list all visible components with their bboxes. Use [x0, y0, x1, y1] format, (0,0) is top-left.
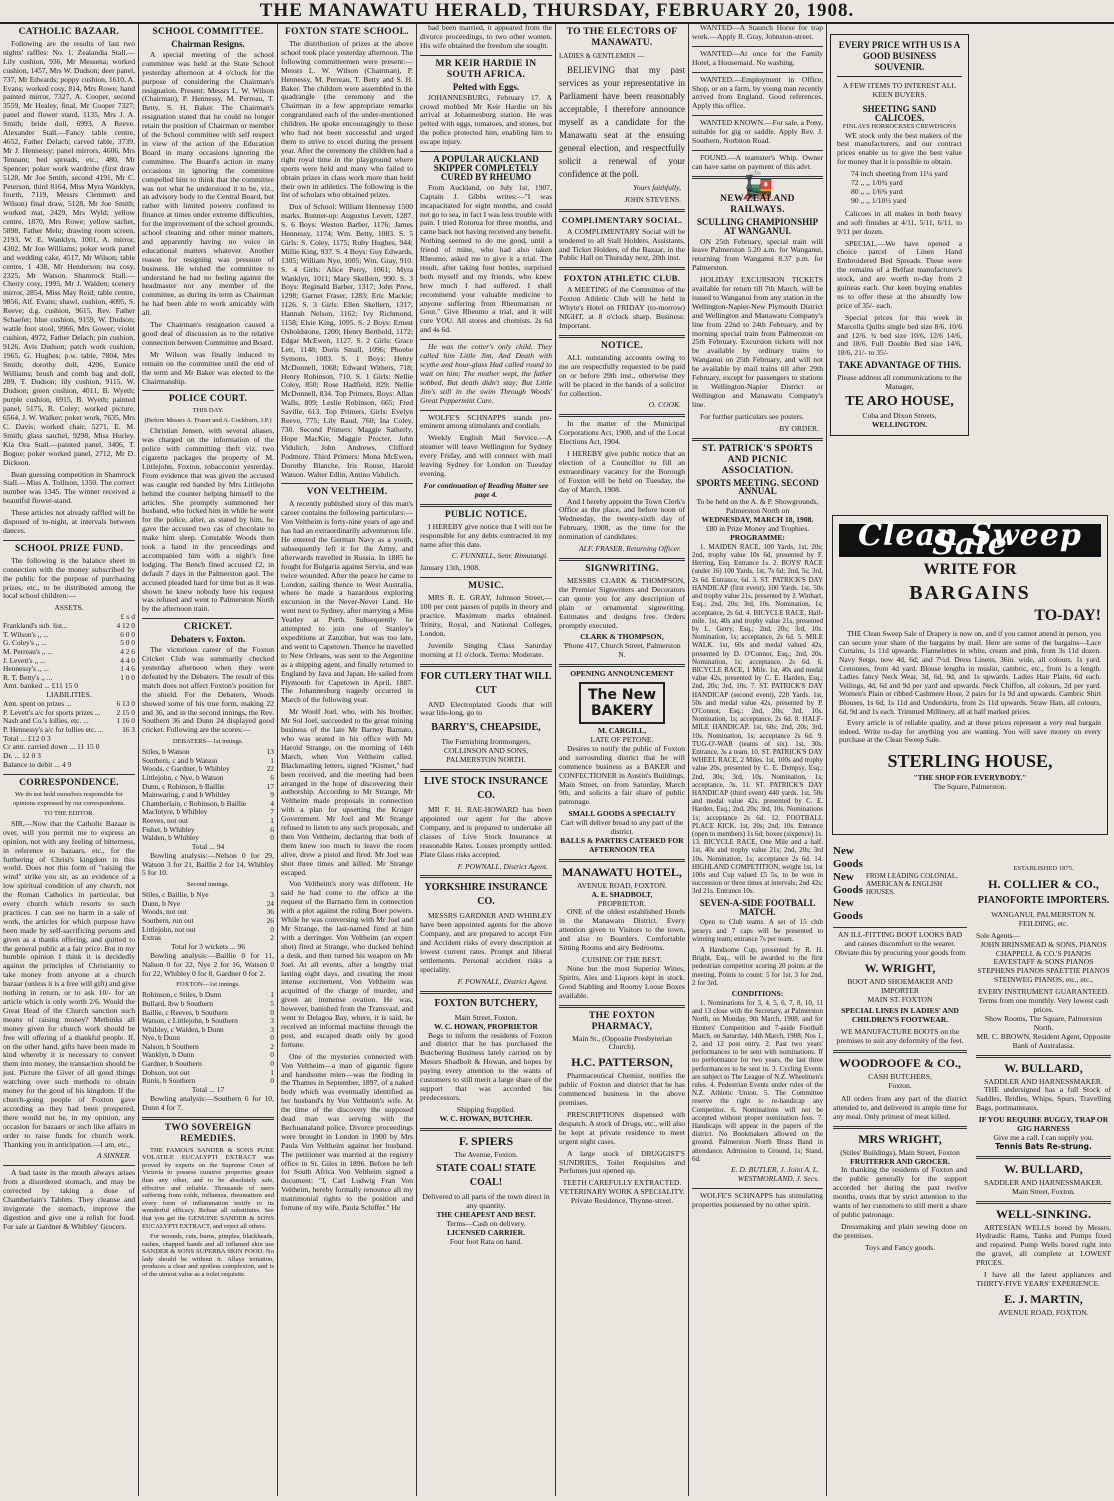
- barrys-name: BARRY'S, CHEAPSIDE,: [431, 722, 541, 734]
- table-row: T. Wilson's ,, ... 6 0 0: [3, 629, 135, 639]
- address: Main Street, Foxton.: [1012, 1186, 1075, 1196]
- masthead: THE MANAWATU HERALD, THURSDAY, FEBRUARY 20, 1908.: [0, 0, 1114, 24]
- ad-text: Give me a call. I can supply you.: [993, 1132, 1094, 1142]
- ad-subheadline: BOOT AND SHOEMAKER AND IMPORTER: [847, 976, 953, 995]
- sweep-sale-ad: [832, 515, 1108, 835]
- article-text: Weekly English Mail Service.—A steamer will leave Wellington for Sydney every Friday, and will connect with mail leaving Sydney for London on Tuesday evening.: [420, 433, 552, 478]
- ad-headline: TO-DAY!: [1034, 607, 1101, 625]
- ad-text: LICENSED CARRIER.: [446, 1228, 526, 1238]
- piano-brand: JOHN BRINSMEAD & SONS, PIANOS: [980, 939, 1107, 949]
- table-row: Dobson, not out 1: [142, 1067, 274, 1077]
- ad-text: A COMPLIMENTARY Social will be tendered to all Stall Holders, Assistants, and Ticket Holders, of the Bazaar, in the Public Hall on Thursday next, 20th inst.: [559, 226, 685, 263]
- ad-signature: F. POWNALL, District Agent.: [457, 976, 548, 986]
- table-row: Wanklyn, b Dunn 0: [142, 1050, 274, 1060]
- ad-text: From Auckland, on July 1st, 1907, Captain J. Gibbs writes:—"I was incapacitated for eight months, and could not go to sea, in fact I was less trouble with pain. I tried Rotorua for three months, and came back not having received any benefit. Nothing seemed to do me good, until a friend of mine, who had also taken Rheumo, asked me to give it a trial. The result, after taking four bottles, surprised both myself and my friends, who knew how much I had suffered. I shall recommend your valuable medicine to anyone suffering from Rheumatism or Gout." Give Rheumo a trial, and it will cure YOU. All stores and chemists. 2s 6d and 4s 6d.: [420, 182, 552, 335]
- table-row: Chamberlain, c Robinson, b Baillie 4: [142, 798, 274, 808]
- ad-text: ON 25th February, special train will leave Palmerston 5.20 a.m. for Wanganui, returning from Wanganui 8.37 p.m. for Palmerston.: [692, 236, 823, 273]
- ad-text: Private Residence, Thynne-street.: [570, 1196, 674, 1206]
- ad-subheadline: CASH BUTCHERS,: [868, 1072, 932, 1082]
- state-school-heading: FOXTON STATE SCHOOL.: [285, 27, 409, 37]
- ad-text: IF YOU REQUIRE BUGGY, TRAP OR GIG HARNESS: [978, 1115, 1109, 1134]
- total-line: Total ... £12 0 3: [3, 733, 51, 743]
- hardie-heading: MR KEIR HARDIE IN SOUTH AFRICA.: [435, 58, 537, 80]
- ad-text: To be held on the A. & P. Showgrounds, Palmerston North on: [696, 497, 819, 516]
- ad-text: WOLFE'S SCHNAPPS stands pre-eminent among stimulants and cordials.: [420, 412, 552, 431]
- liabilities-table: [3, 700, 135, 734]
- social-heading: COMPLIMENTARY SOCIAL.: [561, 214, 683, 225]
- article-text: A recently published story of this man's career contains the following particulars:—Von Veltheim is forty-nine years of age and has had an extraordinarily adventurous life. He entered the German Navy as a youth, subsequently left it for the Army, and afterwards travelled in Russia. In 1885 he fought for Bulgaria against Servia, and was twice wounded. After the peace he came to London, sailing thence to West Australia, where he made a hazardous exploring excursion in the Never-Never Land. He went next to Sydney, after marrying a Miss Yeatley at Perth. Subsequently he attempted to join one of Stanley's expeditions at Zanzibar, but was too late, and went to Capetown. Thence he travelled to New Orleans, was sent to the Argentine as a shipping agent, and finally returned to England by Java and Japan. He sailed from Plymouth for Capetown in April, 1887. The Johannesburg tragedy occurred in March of the following year.: [281, 499, 414, 705]
- classified-ad: WANTED.—Employment in Office, Shop, or on a farm, by young man recently arrived from England. Good references. Apply this office.: [692, 74, 823, 111]
- ad-signature: CLARK & THOMPSON,: [580, 632, 664, 642]
- programme-label: PROGRAMME:: [730, 532, 785, 542]
- classified-ad: WANTED—A Staunch Horse for trap work.—Apply R. Gray, Johnston-street.: [692, 24, 823, 41]
- subheading: Debaters v. Foxton.: [170, 634, 246, 645]
- ad-text: Terms—Cash on delivery.: [446, 1219, 526, 1229]
- scores-table: [142, 991, 274, 1086]
- subheading: Pelted with Eggs.: [452, 81, 520, 92]
- piano-brand: STEINWEG PIANOS, etc., etc.,: [993, 975, 1094, 985]
- table-row: Fisher, b Whibley 6: [142, 824, 274, 834]
- ad-signature: F. POWNALL, District Agent.: [457, 861, 548, 871]
- piano-brand: CHAPPELL & CO.'S PIANOS EAVESTAFF & SONS PIANOS: [993, 948, 1094, 967]
- public-notice-heading: PUBLIC NOTICE.: [444, 509, 528, 520]
- collier-sub: PIANOFORTE IMPORTERS.: [977, 894, 1110, 906]
- opening-heading: OPENING ANNOUNCEMENT: [570, 669, 674, 679]
- price-list: 74 inch sheeting from 11¼ yard 72 ,, ,, 1/0¾ yard 80 ,, ,, 1/6¾ yard 90 ,, ,, 1/10½ yard: [851, 169, 948, 205]
- ad-text: MESSRS GARDNER AND WHIBLEY have been appointed agents for the above Company, and are prepared to accept Fire and Accident risks of every description at lowest current rates. Prompt and liberal settlements. Personal accident risks a speciality.: [420, 911, 552, 974]
- ad-text: Begs to inform the residents of Foxton and district that he has purchased the Butchering Business lately carried on by Messrs Shadbolt & Howan, and hopes by paying every attention to the wants of customers to still merit a large share of the support that was accorded his predecessors.: [420, 1030, 552, 1102]
- brand-list: FINLAYS HORROCKSES CREWDSONS: [842, 122, 957, 130]
- table-row: Whibley, c Walden, b Dunn 3: [142, 1024, 274, 1034]
- table-row: Robinson, c Stiles, b Dunn 1: [142, 990, 274, 1000]
- table-row: Gardner, b Southern 0: [142, 1059, 274, 1069]
- column-4: [417, 24, 555, 1496]
- ad-text: THE undersigned has a full Stock of Saddles, Bridles, Whips, Spurs, Travelling Bags, portmanteaux.: [976, 1085, 1111, 1113]
- amount-banked: Amt. banked ... £11 15 0: [3, 681, 79, 691]
- ad-text: SPECIAL.—We have opened a choice parcel of Linen Hand Embroidered Bed Spreads. These were the remains of a Belfast manufacturer's stock, and are worth to-day from 2 guineas each. Our keen buying enables us to offer these at the absurdly low price of 35/- each.: [837, 238, 962, 310]
- ad-text: Desires to notify the public of Foxton and surrounding district that he will commence business as a BAKER and CONFECTIONER in Austin's Buildings, Main Street, on from Saturday, March 9th, and solicits a fair share of public patronage.: [559, 743, 685, 807]
- ad-text: WE stock only the best makers of the best manufacturers, and our contract prices enable us to give the best value for money that it is possible to obtain.: [837, 130, 962, 167]
- address: Main St., (Opposite Presbyterian Church).: [572, 1033, 672, 1052]
- table-row: Frankland's sub. list... 4 12 0: [3, 621, 135, 631]
- te-aro-name: TE ARO HOUSE,: [845, 394, 954, 409]
- von-veltheim-heading: VON VELTHEIM.: [306, 487, 388, 498]
- ad-text: THE CHEAPEST AND BEST.: [436, 1210, 536, 1220]
- ad-text: Toys and Fancy goods.: [865, 1242, 935, 1252]
- table-row: Hennessy's ,, ... 1 4 6: [3, 664, 135, 674]
- new-goods-label: New Goods New Goods New Goods: [833, 845, 863, 922]
- scores-table: [142, 891, 274, 943]
- ad-text: And I hereby appoint the Town Clerk's Office as the place, and before noon of Wednesday, the twenty-sixth day of February, 1908, as the time for the nomination of candidates.: [559, 496, 685, 542]
- event-date: WEDNESDAY, MARCH 18, 1908.: [701, 515, 814, 525]
- ad-text: HOLIDAY EXCURSION TICKETS available for return till 7th March, will be issued to Wanganui from any station in the Wellington-Napier-New Plymouth District and Wellington and Manawatu Company's line from 22nd to 24th February, and by morning special train from Palmerston on 25th February. Excursion tickets will not be available by ordinary trains to Wanganui on 25th February, and will not be available by mail trains till after 29th February, except for passengers to stations in Wellington-Napier District or Wellington and Manawatu Company's line.: [692, 275, 823, 409]
- hotel-heading: MANAWATU HOTEL,: [562, 864, 682, 879]
- ad-text: Open to Club teams. A set of 15 club jerseys and 7 caps will be presented to winning team; entrance 7s per team.: [692, 918, 823, 943]
- ad-text: AND Electroplated Goods that will wear life-long, go to: [420, 699, 552, 718]
- article-text: Mr Woolf Joel, who, with his brother, Mr Sol Joel, succeeded to the great mining business of the late Mr Barney Barnato, who was seated in his office with Mr Harold Strange, on the morning of 14th March, when Von Veltheim called. Blackmailing letters, signed "Kismet," had been received, and the meeting had been arranged in the hope of discovering their authorship. According to Mr Strange, Mr Veltheim made proposals in connection with a plan for upsetting the Kruger Government. Mr Joel and Mr Strange refused to listen to any such proposals, and then Von Veltheim, declaring that both of them knew too much to leave the room alive, drew a pistol and fired. Mr Joel was shot three times and killed. Mr Strange escaped.: [281, 707, 413, 877]
- ad-text: Show Rooms, The Square, Palmerston North.: [984, 1013, 1103, 1032]
- letter-text: SIR,—Now that the Catholic Bazaar is over, will you permit me to express an opinion, not with any feeling of bitterness, in reference to bazaars, etc., for the furthering of Christ's kingdom in this world. Does not this form of "raising the wind" strike you sir, as an evidence of a low spiritual condition of any church, not the Roman Catholics in particular, but every church which resorts to such practices. I can see no harm in a sale of work, the articles for which purpose have been made by self-sacrificing persons and given as a thanks offering, and quitted to the general public at a fair price. But in my humble opinion I think it is decidedly against the principles of Christianity to take money from anyone at a church bazaar (unless it is a free will gift) and give nothing in return, or to ask 10/- for an article which is only worth 2/6. Would the Great Head of the Church sanction such means of raising money? Methinks all money given for church work should be free will offering of a thankful people. If, on the other hand, gifts have been made in kind whereby it is necessary to convert them into money, the transaction should be just. Picture the Giver of all good things watching over such methods to obtain money for the good of his kingdom. If the church-going people of Foxton gave according as they had been prospered, there would not be, in my opinion, any occasion for bazaars or such like affairs in order to raise funds for church work. Thanking you in anticipation.—I am, etc.,: [3, 818, 135, 1149]
- ad-heading: SHEETING SAND CALICOES.: [862, 103, 937, 123]
- article-text: The following is the balance sheet in connection with the money subscribed by the public for the purpose of purchasing prizes, etc., to be distributed among the local school children:—: [3, 555, 135, 601]
- table-row: Bullard, lbw b Southern 5: [142, 998, 274, 1008]
- table-row: Baillie, c Reeves, b Southern 0: [142, 1007, 274, 1017]
- address: MAIN ST. FOXTON: [867, 994, 933, 1004]
- table-row: Southern, c and b Watson 1: [142, 755, 274, 765]
- ad-text: EVERY INSTRUMENT GUARANTEED.: [978, 987, 1109, 997]
- subheading: SEVEN-A-SIDE FOOTBALL MATCH.: [699, 897, 816, 917]
- ad-signature: O. COOK.: [648, 400, 681, 410]
- ad-name: H.C. PATTERSON,: [571, 1055, 673, 1070]
- article-text: The distribution of prizes at the above school took place yesterday afternoon. The following committeemen were present:—Messrs L. W. Wilson (Chairman), P. Hennessy, M. Perreau, T. Betty and S. H. Baker. The children were assembled in the quadrangle (the ceremony and the Chairman in a few appropriate remarks congratulated each of the under-mentioned children. He spoke encouragingly to those who had not been successful and urged them to strive to excel during the present year. After the ceremony the children had a right royal time in the playground where sports were held and many who failed to obtain prizes in class work more than held their own in athletics. The following is the list of scholars who obtained prizes.: [281, 39, 413, 200]
- ad-text: £80 in Prize Money and Trophies.: [705, 524, 810, 534]
- subheading: SPORTS MEETING. SECOND ANNUAL: [696, 477, 819, 497]
- cricket-heading: CRICKET.: [183, 622, 233, 633]
- bowling-analysis: Bowling analysis:—Nelson 0 for 29, Watson 3 for 21, Baillie 2 for 14, Whibley 5 for 10.: [142, 850, 274, 878]
- ad-subheadline: SADDLER AND HARNESSMAKER.: [984, 1076, 1103, 1086]
- poem: He was the cotter's only child, They called him Little Jim, And Death with scythe and hour-glass Had called round to wait on him; The mother wept, the father sobbed, But death didn't stay; But Little Jim's still in the swim Through Woods' Great Peppermint Cure.: [420, 342, 552, 405]
- table-row: Nye, b Dunn 0: [142, 1033, 274, 1043]
- table-row: MacIntyre, b Whibley 7: [142, 807, 274, 817]
- martin-name: E. J. MARTIN,: [1004, 1291, 1083, 1306]
- table-row: M. Perreau's ,, ... 4 2 6: [3, 646, 135, 656]
- notice-text: I HEREBY give notice that I will not be responsible for any debts contracted in my name after this date.: [420, 521, 552, 549]
- ad-headline: WRITE FOR: [923, 561, 1017, 579]
- debit-line: Dr. ... 12 0 3: [3, 751, 41, 761]
- ad-text: A large stock of DRUGGIST'S SUNDRIES, Toilet Requisites and Perfumes just opened up.: [559, 1148, 685, 1176]
- ad-text: Juvenile Singing Class Saturday morning at 11 o'clock. Terms: Moderate.: [420, 640, 552, 659]
- to-editor: TO THE EDITOR.: [43, 809, 95, 817]
- proprietor-label: PROPRIETOR.: [597, 898, 647, 908]
- continuation-note: For continuation of Reading Matter see page 4.: [423, 480, 549, 499]
- ad-text: Four foot Rata on hand.: [449, 1237, 523, 1246]
- ad-headline: EVERY PRICE WITH US IS A GOOD BUSINESS SOUVENIR.: [837, 40, 962, 77]
- ad-subheadline: A FEW ITEMS TO INTEREST ALL KEEN BUYERS.: [842, 81, 957, 99]
- sterling-name: STERLING HOUSE,: [887, 750, 1053, 771]
- livestock-heading: LIVE STOCK INSURANCE CO.: [424, 776, 548, 802]
- dateline: THIS DAY.: [192, 407, 224, 415]
- electors-heading: TO THE ELECTORS OF MANAWATU.: [566, 27, 678, 48]
- ad-text: Tennis Bats Re-strung.: [995, 1141, 1092, 1151]
- patrick-heading: ST. PATRICK'S SPORTS AND PICNIC ASSOCIATION.: [702, 443, 813, 476]
- table-row: Runis, b Southern 0: [142, 1076, 274, 1086]
- ad-subheadline: "THE SHOP FOR EVERYBODY.": [913, 772, 1027, 782]
- collier-name: H. COLLIER & CO.,: [988, 876, 1099, 891]
- ad-signature: ALF. FRASER, Returning Officer.: [579, 544, 681, 554]
- ad-text: Cart will deliver bread to any part of the district.: [560, 818, 684, 837]
- wright-name: W. WRIGHT,: [864, 960, 936, 975]
- scores-table: [142, 748, 274, 843]
- notice-date: January 13th, 1908.: [420, 563, 480, 573]
- table-row: Mainwaring, c and b Whibley 9: [142, 790, 274, 800]
- ad-text: THE Clean Sweep Sale of Drapery is now on, and if you cannot attend in person, you can secure your share of the bargains by mail. Here are some of the bargains—Lace Curtains, 1s 11d upwards. Flannelettes in white, cream and pink, from 3s 11d dozen. Navy Serge, now 4d, 6d, and 7½d. Dress Linens, 36in. wide, all colours. 1s yard. Cretonnes, from 4d yard. Blouse lengths in muslin, cambric, etc., from 1s a length. Ladies fancy Neck Wear, 3d, 6d, 9d, and 1s upwards. Ladies Hair Plaits, 6d each. Veilings, 4d, 6d and 9d per yard and upwards. Neck Chiffon, all colours, 2d per yard. Women's Plain or ribbed Cashmere Hose, 2 pairs for 1s 9d and upwards. Cambric Shirt Blouses, 1s 6d, 1s 11d and Underskirts, from 2s 11d upwards. Straw Hats, all colours, 6d, 9d and 1s each. Trimmed Millinery, all at half marked prices.: [839, 629, 1101, 716]
- total-line: Total for 3 wickets ... 96: [170, 941, 246, 951]
- ad-signature: JOHN STEVENS.: [624, 194, 681, 204]
- column-7-lower: [830, 845, 970, 1495]
- article-text: Following are the results of last two nights' raffles: No. 1. Zealandia Stall.—Lily cushion, 936, Mr Messena; worked cushion, 1457, Mrs W. Dudson; deer panel, 737, Mr Edwards; poppy cushion, 1610, A. Evans; worked cosy, 814, Mrs Rowe; hand painted mirror, 7327, A. Cooper, second 3559, Mr Healey, final, Mr Cooper 7327; panel and flower stand, 1135, Mrs J. A. Smith; bride doll, 6993, A Reeve. Alexander Stall.—Fancy table centre, 4652, Father Delach; carved table, 3739, Mr J. Hennessy; panel mirrors, 4606, Mrs Tennant; bed spreads, etc., 480, Mr Spencer; poker work wardrobe (first draw 5128, Mr Joe Smith, second 4191, Mr C. Peterson, third 8164, Miss Myra Wanklyn, fourth, 7119, Messrs Clemmett and Wilson) final draw, 5128, Mr Joe Smith; worked mat, 2429, Mrs Wyld; yellow centre, 1870, Mrs Rowe; yellow sachet, 5898, Father Melu; drawing room screen, 2193, W. E. Wanklyn, 1001, A. mirror, 4302, Mr Joe Williams; poker work panel and wedding cake, 4517, Mr Wilson; table centre, 1 438, Mr Henderson; tea cosy, 2325, Mr Watson. Shamrock Stall.—Cherry cosy, 1995, Mr J. Walden; scenery mirror, 2854, Miss May Reid; table centre, 9856, Alf. Evans; shawl, cushion, 4095, S. Reeve; d.g. cushion, 9615, Rev. Father Schaefer; blue cushion, 9159, W. Dudson; wattle foot stool, 9966, Mrs Gower; violet cushion, 4972, Father Delach; pin cushion, 9126, Avis Dudson; patch work cushion, 1965, G. Hughes; p.w. table, 7804, Mrs Smith; dorothy doll, 4206, Eunice Williams; brush and comb bag and doll, 289, T. Dudson; lily cushion, 9115, W. Dudson; green cushion, 4011, B. Wyeth; purple cushion, 6915, B. Wyeth; painted panel, 5175, R. Coley; worked picture, 6564, J. W. Walker; poker work, 7635, Mrs C. Davis; worked chair, 5271, E. M. Smith; glass satchel, 9298, Miss Hurley. Kia Ora Stall.—painted panel, 3406, T. Bogue; poker worked panel, 2712, Mr D. Dickson.: [3, 39, 135, 467]
- classified-ad: WANTED—At once for the Family Hotel, a Housemaid. No washing.: [692, 48, 823, 67]
- proprietor: A. E. SHADBOLT,: [591, 889, 653, 899]
- address: Cuba and Dixon Streets,: [862, 411, 937, 420]
- table-row: Reeves, not out 1: [142, 815, 274, 825]
- article-text: These articles not already raffled will be disposed of to-night, at intervals between dances.: [3, 508, 135, 535]
- ad-text: MR F. H. RAE-HOWARD has been appointed our agent for the above Company, and is prepared to undertake all classes of Live Stock Insurance at reasonable Rates. Losses promptly settled. Plate Glass risks accepted.: [420, 805, 552, 859]
- ad-text: Pharmaceutical Chemist, notifies the public of Foxton and district that he has commenced business in the above premises.: [559, 1071, 685, 1108]
- rheumo-heading: A POPULAR AUCKLAND SKIPPER COMPLETELY CURED BY RHEUMO: [433, 154, 539, 182]
- address: Foxton.: [888, 1080, 912, 1090]
- table-row: G. Coley's ,, ... 5 0 0: [3, 638, 135, 648]
- innings-label: FOXTON—1st innings.: [176, 981, 240, 989]
- article-text: A bad taste in the mouth always arises from a disordered stomach, and may be corrected by taking a dose of Chamberlain's Tablets. They cleanse and invigorate the stomach, improve the digestion and give one a relish for food. For sale at Gardner & Whibley' Grocers.: [3, 1168, 135, 1231]
- ad-text: ONE of the oldest established Hotels in the Manawatu District. Every attention given to Visitors to the town, and also to Boarders. Comfortable Sitting Rooms and airy Bedrooms.: [559, 907, 685, 953]
- well-sinking-heading: WELL-SINKING.: [995, 1206, 1092, 1221]
- ad-text: BALLS & PARTIES CATERED FOR: [560, 835, 684, 845]
- table-row: P. Hennessy's a/c for lollies etc. ... 16 3: [3, 724, 135, 734]
- ad-subheadline: FRUITERER AND GROCER.: [850, 1156, 950, 1166]
- address: WELLINGTON.: [871, 419, 928, 429]
- disclaimer: We do not hold ourselves responsible for opinions expressed by our correspondents.: [12, 791, 126, 808]
- ad-signature: W. C. HOWAN, BUTCHER.: [439, 1113, 533, 1123]
- article-text: A special meeting of the school committee was held at the State School yesterday afternoon at 4 o'clock for the purpose of considering the Chairman's resignation. Present: Messrs L. W. Wilson (Chairman), P. Hennessy, M. Perreau, T. Betty, S. H. Baker. The Chairman's resignation stated that he could no longer retain the position of Chairman or member of the School committee with self respect in view of the action of the Education Board in many occasions ignoring the committee. The Board's action in many occasions in ignoring the committee compelled him to think that the committee was not what he understood it to be, viz., an advisory body to the Central Board, but rather with limited powers confined to finance at times under extreme difficulties, for the improvement of the school grounds, school cleaning and other minor matters, and apparently having no voice in educational matters whatever. Another reason for resigning was pressure of business. He wished the committee to understand he had no feeling against the headmaster nor any member of the committee, as during its term as Chairman he had been able to work amicably with all.: [142, 49, 274, 318]
- address: (Stiles' Buildings), Main Street, Foxton: [840, 1147, 960, 1157]
- bakery-logo: The New BAKERY: [579, 682, 665, 724]
- table-row: Stiles, c Baillie, b Nye 3: [142, 890, 274, 900]
- address: 'Phone 417, Church Street, Palmerston N.: [563, 641, 681, 660]
- innings-label: Second innings.: [186, 881, 230, 889]
- ad-text: None but the most Superior Wines, Spirits, Ales and Liquors kept in stock. Good Stabling and Roomy Loose Boxes available.: [559, 963, 685, 1000]
- ad-text: LATE OF PETONE.: [590, 734, 654, 744]
- proprietor: W. C. HOWAN, PROPRIETOR: [434, 1021, 538, 1031]
- ad-text: In thanking the residents of Foxton and the public generally for the support accorded her during the past twelve months, trusts that by strict attention to the wants of her customers to still merit a share of public patronage.: [833, 1165, 967, 1219]
- greeting: LADIES & GENTLEMEN —: [559, 52, 645, 60]
- ad-text: SPECIAL LINES IN LADIES' AND CHILDREN'S FOOTWEAR.: [841, 1006, 959, 1025]
- lsd-header: £ s d: [120, 612, 135, 622]
- column-5: [556, 24, 688, 1496]
- ad-text: TEETH CAREFULLY EXTRACTED.: [562, 1178, 682, 1188]
- woodroofe-name: WOODROOFE & CO.,: [839, 1056, 961, 1071]
- ad-text: MESSRS CLARK & THOMPSON, the Premier Signwriters and Decorators can quote you for any description of plain or ornamental signwriting. Estimates and designs free. Orders promptly executed.: [559, 576, 685, 630]
- pharmacy-heading: THE FOXTON PHARMACY,: [589, 1010, 655, 1032]
- conditions-label: CONDITIONS:: [731, 989, 784, 999]
- letter-signature: A SINNER.: [96, 1151, 131, 1161]
- table-row: R. T. Betty's ,, ... 1 0 0: [3, 672, 135, 682]
- prize-list: Dux of School: William Hennessy 1500 marks. Runner-up: Augustus Levett, 1287. S. 6 Boys: Weston Barber, 1176; James Hennessy, 1174; Wm. Betty, 1083. S. 5 Girls: S. Coley, 1175; Ruby Hughes, 944; Millie King, 937. S. 4 Boys: Guy Edwards, 1305; William Nye, 1005; Wm. Gray, 910. S. 4 Girls: Alice Perry, 1061; Myra Wanklyn, 1011; Mary Skellern, 990. S. 3 Boys: Reginald Barber, 1317; John Prew, 1298; Garnet Fraser, 1283; Eric Mackie; 1126. S. 3 Girls: Ellen Skellern, 1317; Hannah Nelson, 1162; Ivy Richmond, 1158; Elsie King, 1095. S. 2 Boys: Ernest Osboldstone, 1200; Henry Berthold, 1172; Edgar McEwen, 1127. S. 2 Girls: Grace Lett, 1148; Doris Small, 1096; Phoebe Symons, 1083. S. 1 Boys: Henry McDonnell, 1068; Edward Withers, 718; Henry Robinson, 710. S. 1 Girls: Nellie Coley, 850; Rose Hadfield, 829; Nellie McDonnell, 834. Top Primers, Boys: Allan Walls, 809; Leslie Robinson, 665; Fred Saville, 613. Top Primers, Girls: Evelyn Reeve, 775; Lily Raud, 760; Ina Coley, 730. Second Primers: Maggie Satherly, Hope MacKie, Maggie Procter, John Vidulich, John Andrews, Clifford Podmore. Third Primers: Mona McEwen, Dorothy Blanche, Iris Rouse, Harold Watson. Walter Edlin, Antino Vidulich.: [281, 202, 413, 479]
- ad-signature: E. D. BUTLER, J. Joint A. L. WESTMORLAND, J. Secs.: [730, 1165, 819, 1183]
- ad-text: Yours faithfully,: [633, 182, 681, 192]
- ad-headline: BARGAINS: [909, 582, 1031, 605]
- table-row: J. Levett's ,, ... 4 4 0: [3, 655, 135, 665]
- cutlery-heading: FOR CUTLERY THAT WILL CUT: [420, 670, 552, 696]
- bullard-name: W. BULLARD,: [1004, 1161, 1083, 1176]
- remedies-heading: TWO SOVEREIGN REMEDIES.: [164, 1122, 252, 1144]
- ad-text: ARTESIAN WELLS bored by Messrs. Hydraulic Rams, Tanks and Pumps fixed and repaired. Pump Wells bored right into the gravel, all complete at LOWEST PRICES.: [976, 1222, 1111, 1268]
- ad-text: VETERINARY WORK A SPECIALITY.: [559, 1187, 685, 1197]
- butchery-heading: FOXTON BUTCHERY,: [434, 997, 538, 1009]
- ad-text: All orders from any part of the district attended to, and delivered in ample time for any meal. Only primest of meat killed.: [833, 1093, 967, 1121]
- ad-text: SMALL GOODS A SPECIALTY: [568, 809, 676, 819]
- notice-signature: C. FUNNELL, Senr. Rimutangi.: [451, 551, 548, 561]
- ad-text: AFTERNOON TEA: [589, 844, 655, 854]
- ad-text: CUISINE OF THE BEST.: [582, 955, 662, 964]
- piano-brand: STEPHENS PIANOS SPAETTIE PIANOS: [977, 966, 1110, 976]
- table-row: Littlejohn, not out 0: [142, 924, 274, 934]
- ad-text: AN ILL-FITTING BOOT LOOKS BAD and causes discomfort to the wearer. Obviate this by procuring your goods from: [834, 930, 966, 957]
- ad-text: BELIEVING that my past services as your representative in Parliament have been reasonably acceptable, I therefore announce myself as a candidate for the Manawatu seat at the ensuing general election, and respectfully solicit a renewal of your confidence at the poll.: [559, 64, 685, 179]
- address: The Avenue, Foxton.: [454, 1149, 518, 1159]
- assets-label: ASSETS.: [54, 603, 84, 613]
- locomotive-icon: 🚂: [741, 170, 774, 200]
- table-row: Extras 2: [142, 933, 274, 943]
- liabilities-label: LIABILITIES.: [46, 690, 92, 700]
- classified-ad: FOUND.—A teamster's Whip. Owner can have same on payment of this advt.: [692, 152, 823, 171]
- column-1: [0, 24, 138, 1496]
- event-list: 1. MAIDEN RACE, 100 Yards, 1st, 20s; 2nd, trophy value 10s 6d, presented by F. Herring, Esq. Entrance 1s. 2. BOYS' RACE (under 16) 100 Yards, 1st, 7s 6d; 2nd, 5s; 3rd, 2s 6d. Entrance, 6d. 3. ST. PATRICK'S DAY HANDICAP (first event), 100 Yards. 1st, 50s and trophy value 21s, presented by J. Winhart, Esq.; 2nd, 20s; 3rd, 10s. Nomination, 1s; acceptance, 2s 6d. 4. BICYCLE RACE, Half-mile. 1st, 40s and trophy value 21s, presented by L. Gerry, Esq.; 2nd, 20s; 3rd, 10s. Nomination, 1s; acceptance, 2s 6d. 5. MILE WALK. 1st, 60s and medal valued 42s, presented by D. O'Connor, Esq.; 2nd, 20s. Nomination, 1s; acceptance, 2s 6d. 6. BICYCLE RACE, 1 Mile. 1st, 40s and medal value 42s, presented by C. E. Harden, Esq.; 2nd, 20s; 3rd, 10s. 7. ST. PATRICK'S DAY HANDICAP (second event), 220 Yards. 1st, 50s and medal value 42s, presented by P. O'Connor, Esq.; 2nd, 20s; 3rd, 10s. Nomination, 1s; acceptance, 2s 6d. 8. HALF-MILE HANDICAP. 1st, 60s; 2nd, 20s; 3rd, 10s. Nomination, 1s; acceptance 2s 6d. 9. TUG-O'-WAR (teams of six). 1st, 30s. Entrance, 3s a team. 10. ST. PATRICK'S DAY WHEEL RACE, 2 Miles. 1st, 100s and trophy value 20s, presented by C. E. Dempsy, Esq.; 2nd, 30s; 3rd, 10s. Nomination, 1s; acceptance, 3s. 11. ST. PATRICK'S DAY HANDICAP (third event) 440 yards. 1st, 50s and medal value 42s, presented by C. E. Harden, Esq.; 2nd, 20s; 3rd, 10s. Nominations 1s; acceptance 2s 6d. 12. FOOTBALL PLACE KICK. 1st, 20s; 2nd, 10s. Entrance (open to members) 1s 6d; boxes (sixpence) 1s. 13. BICYCLE RACE, One Mile and a half. 1st, 40s and trophy value 21s; 2nd, 20s; 3rd 10s. Nomination, 1s; acceptance 2s 6d. 14. HIGHLAND COMPETITION, weight 1st, 1st 100s and Cup valued £5 5s, to be won in succession or three times at intervals; 2nd 42s; 3rd 21s. Entrance 10s.: [692, 542, 823, 896]
- ad-text: Delivered to all parts of the town direct in any quantity.: [422, 1192, 550, 1211]
- yorkshire-heading: YORKSHIRE INSURANCE CO.: [424, 882, 548, 908]
- table-row: P. Levett's a/c for sports prizes ... 2 15 0: [3, 707, 135, 717]
- before-line: (Before Messrs A. Fraser and A. Cockburn, J.P.): [144, 417, 272, 425]
- bazaar-heading: CATHOLIC BAZAAR.: [18, 27, 120, 37]
- table-row: Walden, b Whibley 0: [142, 833, 274, 843]
- total-line: Total ... 17: [191, 1084, 225, 1094]
- prize-fund-heading: SCHOOL PRIZE FUND.: [14, 543, 124, 554]
- ad-text: Shipping Supplied.: [456, 1104, 516, 1114]
- ad-text: I HEREBY give public notice that an election of a Councillor to fill an extraordinary vacancy for the Borough of Foxton will be held on Tuesday, the day of March, 1908.: [559, 449, 685, 494]
- address: Main Street, Foxton.: [454, 1012, 518, 1022]
- address: WANGANUI, PALMERSTON N. FEILDING, etc.: [991, 909, 1096, 928]
- ad-text: A Handsome Cup, presented by R. H. Bright, Esq., will be awarded to the first pedestrian competitor scoring 20 points at the meeting. Points to count: 5 for 1st, 3 for 2nd, 2 for 3rd.: [692, 946, 823, 987]
- ad-text: WE MANUFACTURE BOOTS on the premises to suit any deformity of the feet.: [836, 1027, 964, 1046]
- ad-text: Every article is of reliable quality, and at these prices represent a very real bargain indeed. Write to-day for anything you are wanting. You will save money on every purchase at the Clean Sweep Sale.: [839, 718, 1101, 745]
- column-2: [139, 24, 277, 1496]
- article-text: One of the mysteries connected with Von Veltheim—a man of gigantic figure and handsome mien—was the finding in the Thames in September, 1897, of a naked body which was eventually identified as her husband's by Von Veltheim's wife. At the time of the discovery the supposed dead man was serving with the Bechuanaland police. Divorce proceedings were brought in London in 1900 by Mrs Paula Von Veltheim against her husband. The petitioner was married at the registry office in St. Giles in 1896. Before he left for South Africa Von Veltheim signed a document: "I, Carl Ludwig Fran Von Veltheim, hereby formally renounce all my matrimonial rights to the position and fortune of my wife, Paula Schiffer." He: [281, 1051, 413, 1213]
- sweep-sale-banner: Clean Sweep Sale: [839, 524, 1101, 557]
- article-text: Christian Jensen, with several aliases, was charged on the information of the police with committing theft viz. two cigarette packages the property of M. Littlejohn, Foxton, tobacconist yesterday. From evidence that was given the accused was caught red handed by Mrs Littlejohn behind the counter helping himself to the articles. She promptly summoned her husband, who locked him in while he went for the police, after, as stated by him, he gave the accused two cas of chocolate to make him sleep. Constable Woods then took a hand in the proceedings and accompanied him with a night's free lodging. The Bench fined accused £2, in default 7 days in the Palmerston gaol. The accused pleaded hard for time but as it was shown he knew nobody here his request was refused and went to Palmerston North by the afternoon train.: [142, 426, 274, 614]
- bowling-analysis: Bowling analysis:—Baillie 0 for 11, Nalson 0 for 22, Nye 2 for 16, Watson 0 for 22, Whibley 0 for 8, Gardner 0 for 2.: [142, 950, 274, 978]
- ad-text: Dressmaking and plain sewing done on the premises.: [833, 1221, 967, 1240]
- mrs-wright-name: MRS WRIGHT,: [858, 1131, 942, 1146]
- ad-text: ALL outstanding accounts owing to me are respectfully requested to be paid on or before 29th inst., otherwise they will be placed in the hands of a solicitor for collection.: [559, 352, 685, 398]
- ad-text: THE FAMOUS SANDER & SONS PURE VOLATILE EUCALYPTI EXTRACT was proved by experts on the Supreme Court of Victoria to possess curative properties greater than any other, and to be absolutely safe, effective and reliable. Thousands of users suffering from colds, influenza, rheumatism and every form of inflammation testify to its wonderful efficacy. Refuse all substitutes. See that you get the GENUINE SANDER & SONS EUCALYPTI EXTRACT, and reject all others.: [142, 1146, 274, 1230]
- table-row: Stiles, b Watson 13: [142, 747, 274, 757]
- table-row: Watson, c Littlejohn, b Southern 3: [142, 1016, 274, 1026]
- signwriting-heading: SIGNWRITING.: [585, 564, 659, 574]
- table-row: Amt. spent on prizes ... 6 13 0: [3, 699, 135, 709]
- innings-label: DEBATERS—1st innings.: [172, 738, 244, 746]
- notice-heading: NOTICE.: [601, 340, 643, 351]
- ad-signature: BY ORDER.: [779, 423, 819, 433]
- spiers-name: F. SPIERS: [458, 1133, 514, 1148]
- ad-text: FROM LEADING COLONIAL, AMERICAN & ENGLISH HOUSES.: [865, 872, 958, 896]
- ad-text: Calicoes in all makes in both heavy and soft finishes at 4/11, 5/11, 6/11, to 9/11 per dozen.: [837, 208, 962, 236]
- table-row: Woods, c Gardner, b Whibley 22: [142, 764, 274, 774]
- article-text: The Chairman's resignation caused a good deal of discussion as to the relative connection between Committee and Board.: [142, 320, 274, 347]
- ad-text: For further particulars see posters.: [700, 411, 804, 421]
- address: AVENUE ROAD, FOXTON.: [998, 1307, 1089, 1317]
- article-text: Mr Wilson was finally induced to remain on the committee until the end of the term and Mr Baker was elected to the Chairmanship.: [142, 349, 274, 386]
- correspondence-heading: CORRESPONDENCE.: [19, 778, 119, 789]
- railways-heading: NEW ZEALAND RAILWAYS.: [720, 193, 795, 215]
- table-row: Southern, run out 26: [142, 916, 274, 925]
- ad-text: MR. C. BROWN, Resident Agent, Opposite Bank of Australasia.: [976, 1031, 1111, 1050]
- ad-text: MRS R. E. GRAY, Johnson Street,—100 per cent passes of pupils in theory and practice. Maximum marks obtained. Trinity, Royal, and National Colleges, London.: [420, 593, 552, 638]
- school-committee-heading: SCHOOL COMMITTEE.: [152, 27, 264, 37]
- table-row: Woods, not out 36: [142, 907, 274, 917]
- bowling-analysis: Bowling analysis:—Southern 6 for 10, Dunn 4 for 7.: [142, 1093, 274, 1112]
- table-row: Nalson, b Southern 2: [142, 1041, 274, 1051]
- address: AVENUE ROAD, FOXTON.: [576, 880, 667, 890]
- ad-text: In the matter of the Municipal Corporations Act, 1900, and of the Local Elections Act, 1904.: [559, 419, 685, 447]
- ad-text: PRESCRIPTIONS dispensed with despatch. A stock of Drugs, etc., will also be kept at private residence to meet urgent night cases.: [559, 1109, 685, 1146]
- article-text: JOHANNESBURG, February 17. A crowd mobbed Mr Keir Hardie on his arrival at Johannesburg station. He was pelted with eggs, tomatoes, and stones, but the police protected him, enabling him to escape injury.: [420, 92, 552, 147]
- coal-heading: STATE COAL! STATE COAL!: [436, 1163, 536, 1189]
- ad-text: WOLFE'S SCHNAPPS has stimulating properties possessed by no other spirit.: [692, 1190, 823, 1209]
- ad-text: The Furnishing Ironmongers, COLLINSON AND SONS, PALMERSTON NORTH.: [441, 737, 531, 765]
- ad-text: I have all the latest appliances and THIRTY-FIVE YEARS' EXPERIENCE.: [976, 1270, 1111, 1288]
- column-6: [689, 24, 826, 1496]
- article-text: Von Veltheim's story was different. He said he had come to the office at the request of the Barnarto firm in connection with a plot against the ruling Boer powers. While he was conversing with Mr Joel and Mr Strange, the last-named fired at him with a derringer. Von Veltheim (an expert shot) fired at Strange, who ducked behind a desk, and then turned his weapon on Mr Joel. At all events, after a lengthy trial lasting eight days, and creating the most intense excitement, Von Veltheim was acquitted of the charge of murder, and given an immense ovation. He was, however, banished from the Transvaal, and went to Delagoa Bay, where, it is said, he received an informal machine through the post, and escaped death only by good fortune.: [281, 879, 413, 1049]
- credit-line: Cr amt. carried down ... 11 15 0: [3, 742, 100, 752]
- table-row: Dunn, b Nye 24: [142, 898, 274, 908]
- ad-text: Special prices for this week in Marcella Quilts single bed size 8/6, 10/6 and 12/6. ¾ bed size 10/6, 12/6 14/6, and 18/6. Full Double Bed size 14/6, 18/6, 21/- to 35/-: [837, 312, 962, 358]
- column-3: [278, 24, 416, 1496]
- article-text: The victorious career of the Foxton Cricket Club was summarily checked yesterday afternoon when they were defeated by the Debaters. The result of this match does not affect Foxton's position for the shield. For the Debaters, Woods showed some of his true form, making 22 and 36, and in the second innings, the Rev. Southern 36 and Dunn 24 displayed good cricket. Following are the scores:—: [142, 645, 274, 735]
- ad-text: For wounds, cuts, burns, pimples, blackheads, rashes, chapped hands and all inflamed skin use SANDER & SONS SUPERBA SKIN FOOD. No lady should be without it. Allays irritation, produces a clear and spotless complexion, and is of the utmost value as a toilet requisite.: [142, 1233, 274, 1279]
- police-court-heading: POLICE COURT.: [168, 394, 248, 405]
- ad-name: M. CARGILL,: [597, 726, 647, 736]
- ad-subheadline: SADDLER AND HARNESSMAKER.: [984, 1177, 1103, 1187]
- table-row: Dunn, c Robinson, b Baillie 17: [142, 781, 274, 791]
- athletic-heading: FOXTON ATHLETIC CLUB.: [563, 273, 681, 284]
- subheading: Chairman Resigns.: [171, 39, 245, 49]
- ad-text: A MEETING of the Committee of the Foxton Athletic Club will be held in Whyte's Hotel on FRIDAY (to-morrow) NIGHT, at 8 o'clock sharp. Business: Important.: [559, 285, 685, 330]
- established: ESTABLISHED 1875.: [1013, 865, 1074, 872]
- table-row: Nash and Co.'s lollies, etc. ... 1 16 0: [3, 716, 135, 726]
- article-text: had been married, it appeared from the divorce proceedings, to two other women. His wife obtained the freedom she sought.: [420, 24, 552, 50]
- ad-text: Please address all communications to the Manager,: [837, 373, 962, 392]
- ad-text: Sole Agents—: [976, 930, 1021, 940]
- ad-text: Terms from one monthly. Very lowest cash prices.: [978, 996, 1109, 1014]
- conditions-list: 1. Nominations for 3, 4, 5, 6, 7, 8, 10, 11 and 13 close with the Secretary, at Palmerston North, on Monday, 9th March, 1908, and for Hunters' Competition and 7-aside Football Match, on Saturday, 14th March, 1908; Nos 1, 2, and 12 post entry. 2. Past two years' performances to be sent with nominations. If no performance for two years, the last three performances to be sent in. 3. Cycling Events are subject to The League of N.Z. Wheelmen's rules. 4. Pedestrian Events under rules of the N.Z. Athletic Union. 5. The Committee reserve the right to re-handicap any Competitor. 6. Nominations will not be accepted without proper nomination fees. 7. Handicaps will appear in the papers of the district. No Bookmakers allowed on the ground. Palmerston North Brass Band in attendance. Admission to Ground, 1s; Stand, 6d.: [692, 998, 823, 1163]
- article-text: Bean guessing competition in Shamrock Stall.—Miss A. Tollison, 1350. The correct number was 1345. The winner received a beautiful flower-stand.: [3, 469, 135, 506]
- table-row: Littlejohn, c Nye, b Watson 6: [142, 772, 274, 782]
- te-aro-ad: [830, 34, 969, 436]
- balance-line: Balance to debit ... 4 9: [3, 760, 72, 770]
- assets-table: [3, 622, 135, 682]
- music-heading: MUSIC.: [468, 581, 504, 592]
- ad-callout: TAKE ADVANTAGE OF THIS.: [837, 360, 962, 371]
- total-line: Total ... 94: [191, 841, 225, 851]
- subheading: SCULLING CHAMPIONSHIP AT WANGANUI.: [696, 216, 819, 236]
- bullard-name: W. BULLARD,: [1004, 1060, 1083, 1075]
- address: The Square, Palmerston.: [933, 781, 1007, 791]
- classified-ad: WANTED KNOWN.—For sale, a Pony, suitable for gig or saddle. Apply Rev. J. Southern, Norbiton Road.: [692, 118, 823, 146]
